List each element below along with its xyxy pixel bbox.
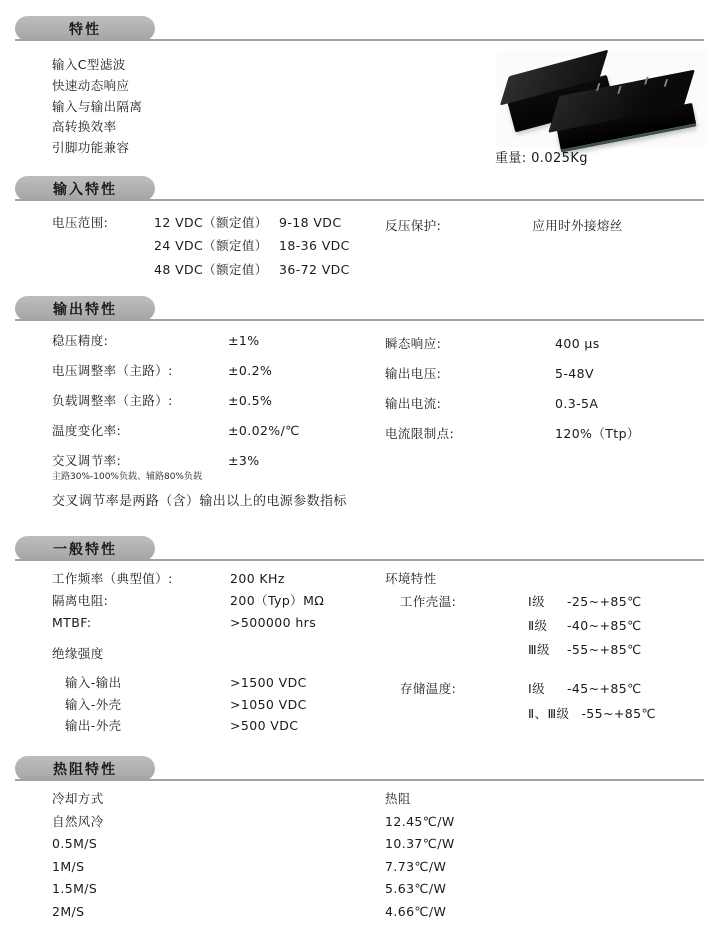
case-temp-row: Ⅲ级 -55~+85℃ bbox=[528, 642, 642, 657]
spec-row: 工作频率（典型值）: 200 KHz bbox=[52, 571, 285, 586]
cooling-method-column bbox=[52, 788, 104, 924]
spec-row: 输出电流: 0.3-5A bbox=[385, 396, 599, 411]
feature-item: 输入与输出隔离 bbox=[52, 98, 143, 114]
section-header-thermal bbox=[15, 755, 704, 781]
pin bbox=[617, 86, 621, 94]
section-title-thermal: 热阻特性 bbox=[15, 756, 155, 781]
voltage-nominal: 24 VDC（额定值） bbox=[154, 238, 268, 254]
environment-title: 环境特性 bbox=[385, 571, 437, 586]
cooling-cell: 1M/S bbox=[52, 858, 85, 874]
section-header-features bbox=[15, 15, 704, 41]
reverse-protection-row bbox=[385, 216, 623, 234]
voltage-nominal: 12 VDC（额定值） bbox=[154, 215, 268, 230]
cooling-cell: 0.5M/S bbox=[52, 836, 98, 852]
section-title-output: 输出特性 bbox=[15, 296, 155, 321]
storage-temp-block bbox=[385, 676, 705, 726]
spec-row: 交叉调节率: ±3% 主路30%-100%负载、辅路80%负载 bbox=[52, 451, 300, 481]
spec-row: 输入-外壳 >1050 VDC bbox=[65, 696, 307, 712]
storage-temp-row: Ⅱ、Ⅲ级 -55~+85℃ bbox=[528, 706, 656, 721]
spec-row: 输入-输出 >1500 VDC bbox=[65, 675, 307, 690]
spec-row: 电流限制点: 120%（Ttp） bbox=[385, 426, 640, 441]
section-title-features: 特性 bbox=[15, 16, 155, 41]
section-title-general: 一般特性 bbox=[15, 536, 155, 561]
reverse-protection-value: 应用时外接熔丝 bbox=[532, 218, 623, 233]
reverse-protection-label: 反压保护: bbox=[385, 218, 442, 233]
spec-row: 输出-外壳 >500 VDC bbox=[65, 718, 299, 734]
resistance-cell: 10.37℃/W bbox=[385, 836, 455, 852]
voltage-range-table bbox=[52, 211, 350, 281]
general-spec-left-column bbox=[52, 568, 382, 737]
pin bbox=[644, 77, 648, 85]
pin bbox=[664, 79, 668, 87]
case-temp-row: 工作壳温: Ⅰ级 -25~+85℃ bbox=[400, 594, 642, 609]
cross-regulation-note: 主路30%-100%负载、辅路80%负载 bbox=[52, 472, 202, 482]
cooling-column-header: 冷却方式 bbox=[52, 791, 104, 806]
spec-row: 电压调整率（主路）: ±0.2% bbox=[52, 363, 273, 378]
cross-regulation-footnote: 交叉调节率是两路（含）输出以上的电源参数指标 bbox=[52, 494, 347, 509]
resistance-cell: 7.73℃/W bbox=[385, 858, 447, 874]
feature-item: 快速动态响应 bbox=[52, 77, 130, 93]
thermal-resistance-column bbox=[385, 788, 455, 924]
output-spec-right-column bbox=[385, 334, 640, 454]
spec-row: 稳压精度: ±1% bbox=[52, 333, 260, 348]
cooling-cell: 自然风冷 bbox=[52, 813, 104, 829]
section-title-input: 输入特性 bbox=[15, 176, 155, 201]
features-list bbox=[52, 55, 142, 159]
section-header-general bbox=[15, 535, 704, 561]
voltage-nominal: 48 VDC（额定值） bbox=[154, 261, 268, 277]
resistance-cell: 5.63℃/W bbox=[385, 881, 447, 897]
storage-temp-row: 存储温度: Ⅰ级 -45~+85℃ bbox=[400, 681, 642, 696]
spec-row: MTBF: >500000 hrs bbox=[52, 615, 317, 630]
voltage-range-label: 电压范围: bbox=[52, 215, 109, 230]
environment-column bbox=[385, 568, 705, 726]
cooling-cell: 1.5M/S bbox=[52, 881, 98, 897]
voltage-range: 9-18 VDC bbox=[279, 215, 342, 230]
weight-label: 重量: 0.025Kg bbox=[495, 151, 588, 166]
section-header-input bbox=[15, 175, 704, 201]
spec-row: 隔离电阻: 200（Typ）MΩ bbox=[52, 593, 325, 608]
spec-row: 瞬态响应: 400 μs bbox=[385, 336, 600, 351]
resistance-cell: 12.45℃/W bbox=[385, 813, 455, 829]
insulation-table bbox=[52, 672, 382, 737]
product-photo bbox=[497, 50, 707, 147]
cooling-cell: 2M/S bbox=[52, 903, 85, 919]
feature-item: 高转换效率 bbox=[52, 119, 117, 135]
spec-row: 负载调整率（主路）: ±0.5% bbox=[52, 393, 273, 408]
spec-row: 输出电压: 5-48V bbox=[385, 366, 594, 381]
resistance-column-header: 热阻 bbox=[385, 791, 411, 806]
insulation-strength-title: 绝缘强度 bbox=[52, 646, 104, 661]
output-spec-left-column bbox=[52, 331, 300, 481]
spec-row: 温度变化率: ±0.02%/℃ bbox=[52, 423, 300, 438]
voltage-range: 36-72 VDC bbox=[279, 261, 350, 277]
feature-item: 输入C型滤波 bbox=[52, 57, 126, 72]
section-header-output bbox=[15, 295, 704, 321]
resistance-cell: 4.66℃/W bbox=[385, 903, 447, 919]
voltage-range: 18-36 VDC bbox=[279, 238, 350, 254]
case-temp-row: Ⅱ级 -40~+85℃ bbox=[528, 618, 642, 633]
feature-item: 引脚功能兼容 bbox=[52, 140, 130, 156]
